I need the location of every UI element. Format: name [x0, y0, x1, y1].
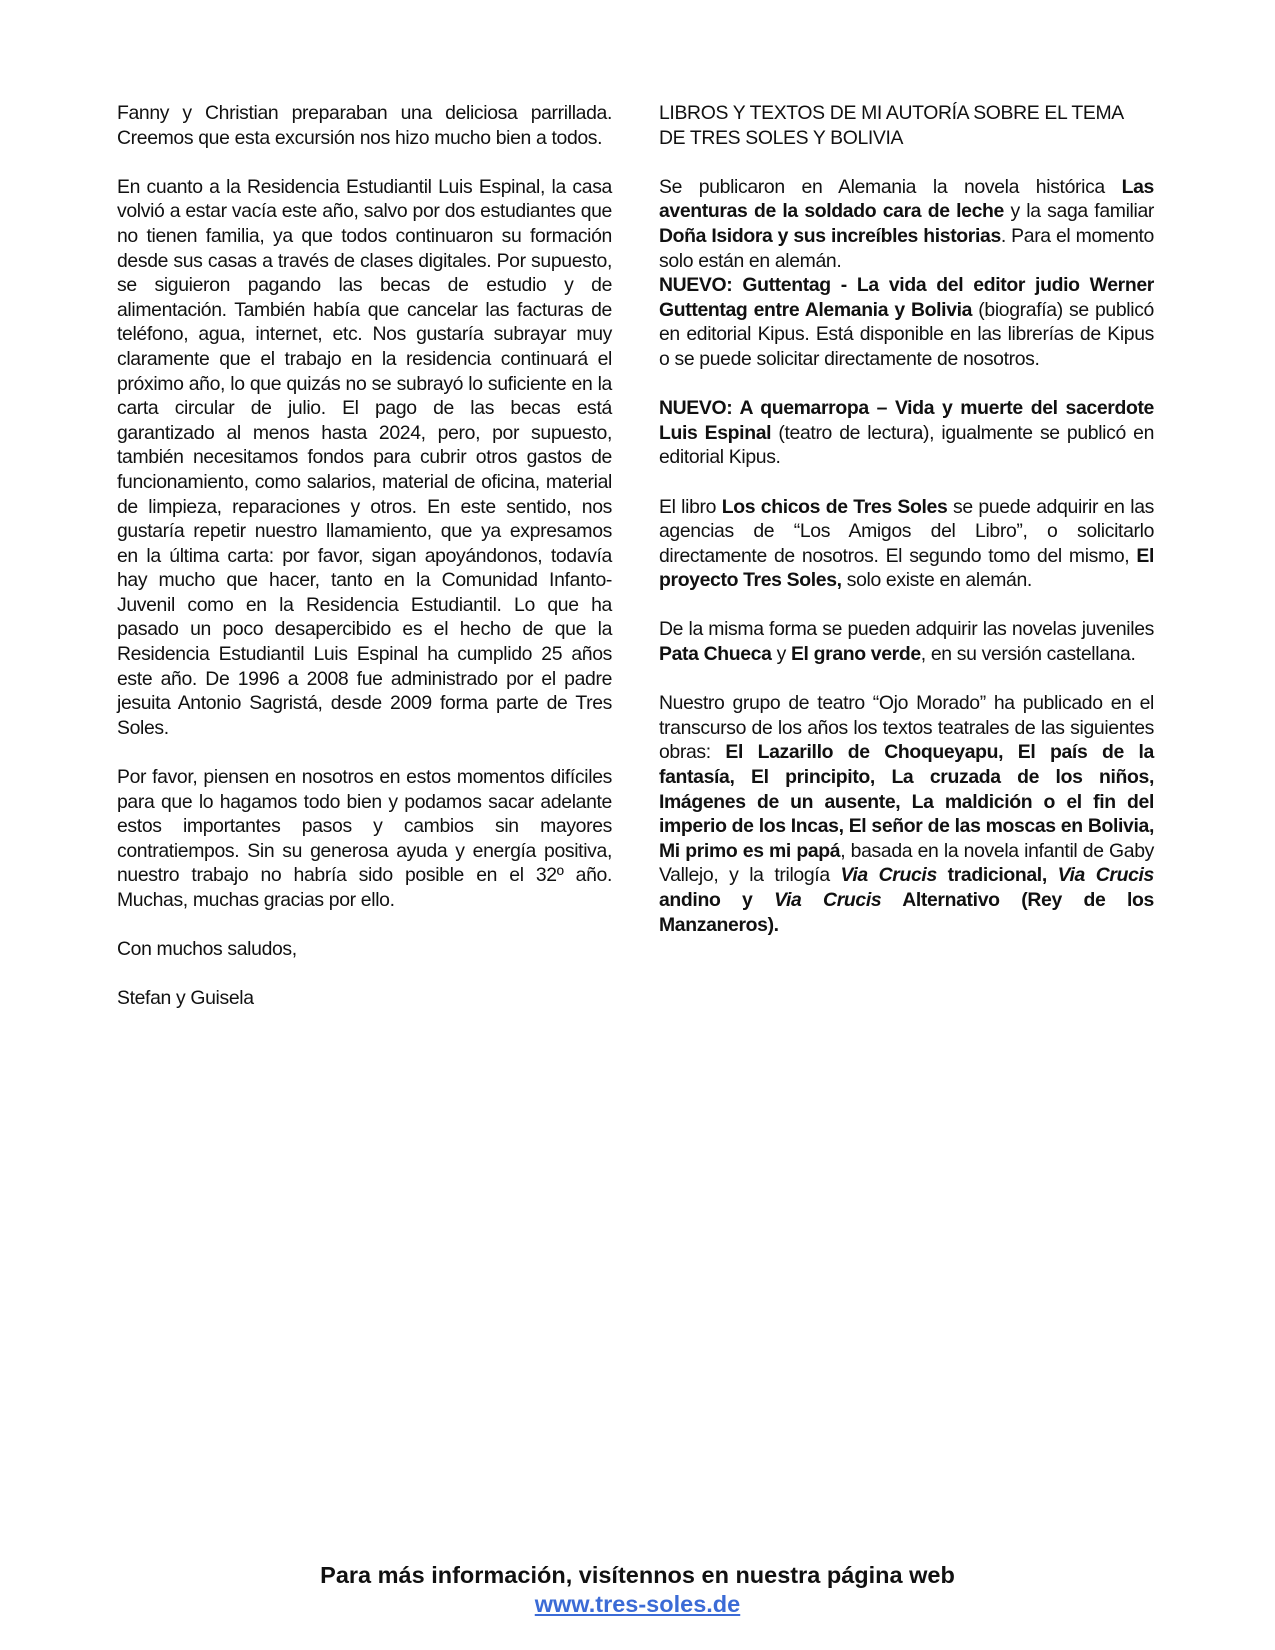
footer-info: Para más información, visítennos en nuestra página web: [320, 1562, 955, 1588]
book-title: Pata Chueca: [659, 643, 772, 666]
footer: [0, 1561, 1275, 1619]
signature: Stefan y Guisela: [117, 987, 254, 1010]
paragraph-novels-germany: Se publicaron en Alemania la novela histórica Las aventuras de la soldado cara de leche y la saga familiar Doña Isidora y sus increíbles historias. Para el momento solo están en alemán.: [659, 175, 1154, 272]
website-link[interactable]: www.tres-soles.de: [534, 1591, 741, 1617]
paragraph-quemarropa: NUEVO: A quemarropa – Vida y muerte del sacerdote Luis Espinal (teatro de lectura), igualmente se publicó en editorial Kipus.: [659, 397, 1154, 469]
book-title: El proyecto Tres Soles,: [659, 544, 1154, 592]
book-title: El grano verde: [790, 643, 921, 666]
book-title: Doña Isidora y sus increíbles historias: [659, 224, 1001, 247]
book-title: Las aventuras de la soldado cara de leche: [659, 175, 1154, 223]
left-column: [117, 101, 612, 1036]
paragraph-guttentag: NUEVO: Guttentag - La vida del editor judio Werner Guttentag entre Alemania y Bolivia (biografía) se publicó en editorial Kipus. Está disponible en las librerías de Kipus o se puede solicitar directamente de nosotros.: [659, 274, 1154, 370]
book-title: Los chicos de Tres Soles: [721, 495, 948, 518]
paragraph-residencia: En cuanto a la Residencia Estudiantil Luis Espinal, la casa volvió a estar vacía este año, salvo por dos estudiantes que no tienen familia, ya que todos continuaron su formación desde sus casas a través de clases digitales. Por supuesto, se siguieron pagando las becas de estudio y de alimentación. También había que cancelar las facturas de teléfono, agua, internet, etc. Nos gustaría subrayar muy claramente que el trabajo en la residencia continuará el próximo año, lo que quizás no se subrayó lo suficiente en la carta circular de julio. El pago de las becas está garantizado al menos hasta 2024, pero, por supuesto, también necesitamos fondos para cubrir otros gastos de funcionamiento, como salarios, material de oficina, material de limpieza, reparaciones y otros. En este sentido, nos gustaría repetir nuestro llamamiento, que ya expresamos en la última carta: por favor, sigan apoyándonos, todavía hay mucho que hacer, tanto en la Comunidad Infanto-Juvenil como en la Residencia Estudiantil. Lo que ha pasado un poco desapercibido es el hecho de que la Residencia Estudiantil Luis Espinal ha cumplido 25 años este año. De 1996 a 2008 fue administrado por el padre jesuita Antonio Sagristá, desde 2009 forma parte de Tres Soles.: [117, 175, 612, 739]
paragraph-juvenile-novels: De la misma forma se pueden adquirir las novelas juveniles Pata Chueca y El grano verde, en su versión castellana.: [659, 618, 1154, 666]
section-heading: LIBROS Y TEXTOS DE MI AUTORÍA SOBRE EL TEMA DE TRES SOLES Y BOLIVIA: [659, 102, 1123, 149]
paragraph-excursion: Fanny y Christian preparaban una deliciosa parrillada. Creemos que esta excursión nos hizo mucho bien a todos.: [117, 102, 612, 149]
paragraph-theater: Nuestro grupo de teatro “Ojo Morado” ha publicado en el transcurso de los años los textos teatrales de las siguientes obras: El Lazarillo de Choqueyapu, El país de la fantasía, El principito, La cruzada de los niños, Imágenes de un ausente, La maldición o el fin del imperio de los Incas, El señor de las moscas en Bolivia, Mi primo es mi papá, basada en la novela infantil de Gaby Vallejo, y la trilogía Via Crucis tradicional, Via Crucis andino y Via Crucis Alternativo (Rey de los Manzaneros).: [659, 692, 1154, 936]
right-column: [659, 101, 1154, 962]
book-title: NUEVO: Guttentag - La vida del editor judio Werner Guttentag entre Alemania y Bolivia: [659, 274, 1154, 321]
paragraph-thanks: Por favor, piensen en nosotros en estos momentos difíciles para que lo hagamos todo bien y podamos sacar adelante estos importantes pasos y cambios sin mayores contratiempos. Sin su generosa ayuda y energía positiva, nuestro trabajo no habría sido posible en el 32º año. Muchas, muchas gracias por ello.: [117, 766, 612, 911]
paragraph-chicos-tres-soles: El libro Los chicos de Tres Soles se puede adquirir en las agencias de “Los Amigos del Libro”, o solicitarlo directamente de nosotros. El segundo tomo del mismo, El proyecto Tres Soles, solo existe en alemán.: [659, 495, 1154, 592]
play-titles: El Lazarillo de Choqueyapu, El país de la fantasía, El principito, La cruzada de los niños, Imágenes de un ausente, La maldición o el fin del imperio de los Incas, El señor de las moscas en Bolivia, Mi primo es mi papá: [659, 741, 1154, 862]
book-title: NUEVO: A quemarropa – Vida y muerte del sacerdote Luis Espinal: [659, 397, 1154, 444]
closing-greeting: Con muchos saludos,: [117, 938, 297, 961]
